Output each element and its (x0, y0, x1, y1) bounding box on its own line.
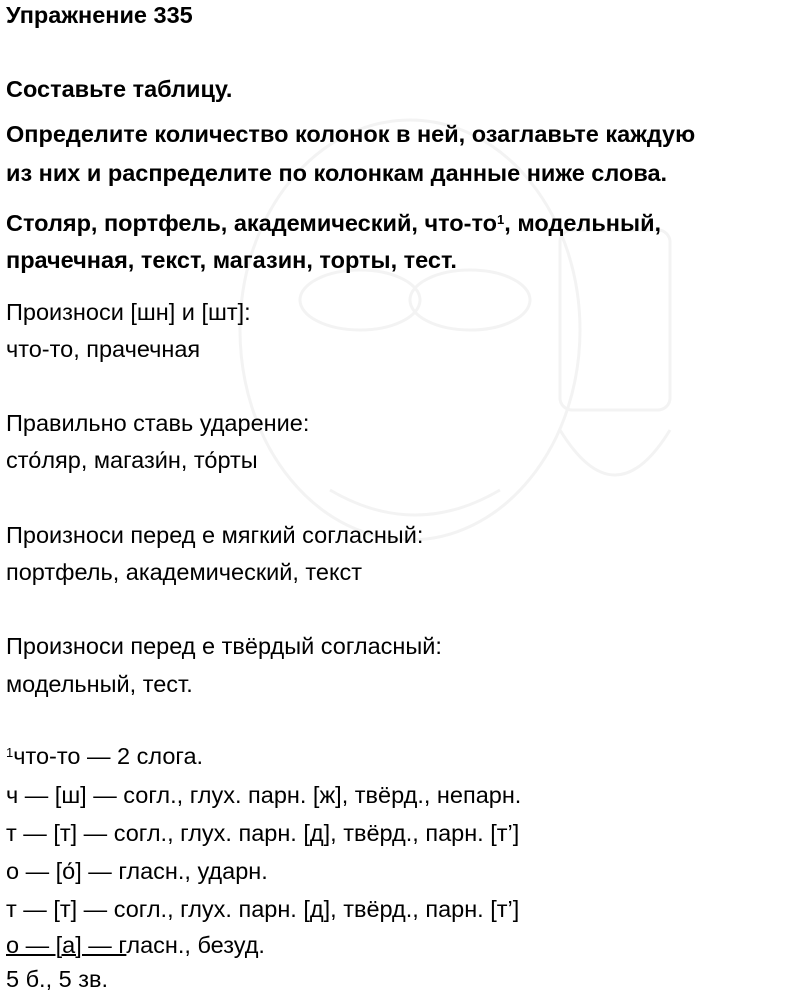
footnote-row-1: ч — [ш] — согл., глух. парн. [ж], твёрд., непарн. (6, 782, 522, 808)
task-line-5: прачечная, текст, магазин, торты, тест. (6, 247, 457, 273)
footnote-row-3: о — [о́] — гласн., ударн. (6, 858, 268, 884)
task-line-1: Составьте таблицу. (6, 76, 233, 102)
footnote-row-5-underlined: о — [а] — г (6, 932, 127, 958)
footnote-row-4: т — [т] — согл., глух. парн. [д], твёрд., парн. [т’] (6, 896, 520, 922)
task-line-4-tail: , модельный, (504, 210, 662, 236)
task-line-4 (6, 208, 661, 238)
task-line-3: из них и распределите по колонкам данные ниже слова. (6, 160, 668, 186)
footnote-row-2: т — [т] — согл., глух. парн. [д], твёрд., парн. [т’] (6, 820, 520, 846)
group-heading-2: Правильно ставь ударение: (6, 410, 310, 436)
group-words-2: сто́ляр, магази́н, то́рты (6, 447, 258, 473)
task-line-4-text: Столяр, портфель, академический, что-то (6, 210, 498, 236)
footnote-intro (6, 741, 203, 771)
footnote-row-5 (6, 930, 265, 960)
task-line-2: Определите количество колонок в ней, озаглавьте каждую (6, 121, 696, 147)
group-heading-3: Произноси перед е мягкий согласный: (6, 522, 424, 548)
footnote-number: 1 (6, 745, 14, 761)
group-heading-1: Произноси [шн] и [шт]: (6, 299, 251, 325)
footnote-marker: 1 (497, 212, 505, 228)
group-words-1: что-то, прачечная (6, 336, 201, 362)
footnote-row-5-rest: ласн., безуд. (126, 932, 265, 958)
footnote-intro-text: что-то — 2 слога. (13, 743, 204, 769)
group-words-3: портфель, академический, текст (6, 559, 363, 585)
footnote-summary: 5 б., 5 зв. (6, 966, 109, 992)
exercise-title: Упражнение 335 (6, 2, 193, 28)
group-words-4: модельный, тест. (6, 671, 193, 697)
group-heading-4: Произноси перед е твёрдый согласный: (6, 633, 442, 659)
